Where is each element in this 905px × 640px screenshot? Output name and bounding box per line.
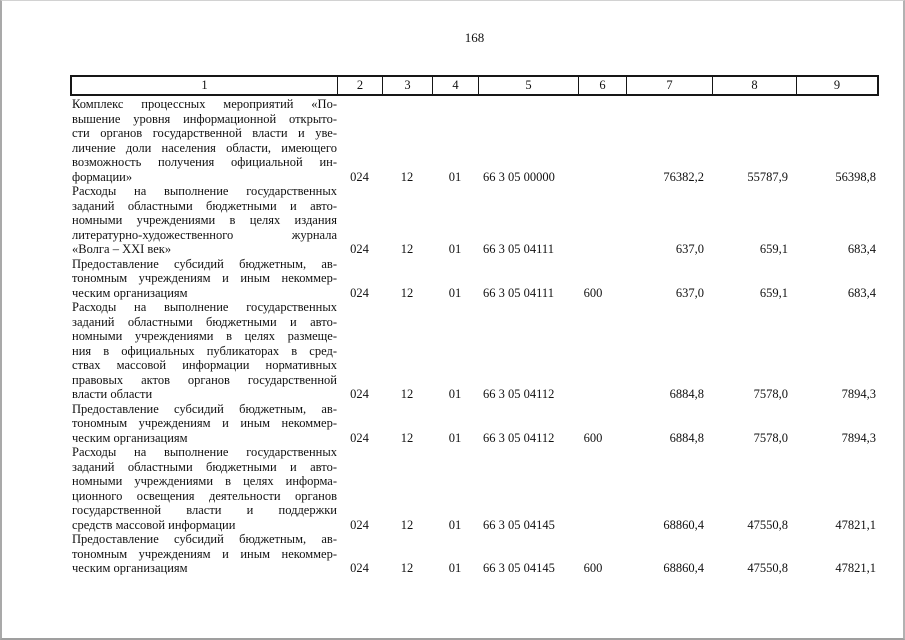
subsection-code-cell: 01	[448, 561, 462, 575]
target-item-code-cell: 66 3 05 04111	[483, 242, 554, 256]
section-code-cell: 12	[400, 517, 414, 532]
amount-year2-cell: 7578,0	[753, 430, 788, 445]
header-cell-2: 2	[337, 77, 382, 94]
target-item-code-cell: 66 3 05 04145	[483, 517, 555, 532]
expense-type-cell: 600	[583, 285, 603, 300]
section-code-cell: 12	[400, 561, 414, 575]
amount-year3-cell: 47821,1	[835, 517, 876, 532]
amount-year2-cell: 659,1	[759, 285, 788, 300]
amount-year3-cell: 683,4	[847, 242, 876, 256]
target-item-code-cell: 66 3 05 04145	[483, 561, 555, 575]
grbs-code-cell: 024	[350, 430, 369, 445]
amount-year3-cell: 683,4	[847, 285, 876, 300]
header-cell-9: 9	[796, 77, 877, 94]
row-name-cell: Предоставление субсидий бюджетным, ав- тономным учреждениям и иным некоммер- ческим организациям	[72, 401, 337, 445]
amount-year3-cell: 7894,3	[841, 387, 876, 401]
subsection-code-cell: 01	[448, 517, 462, 532]
header-cell-8: 8	[712, 77, 796, 94]
table-row	[72, 402, 877, 446]
amount-year3-cell: 47821,1	[835, 561, 876, 575]
subsection-code-cell: 01	[448, 242, 462, 256]
row-name-cell: Расходы на выполнение государственных заданий областными бюджетными и авто- номными учреждениями в целях информа- ционного освещения деятельности органов государственной власти и поддержки средств массовой информации	[72, 445, 337, 532]
section-code-cell: 12	[400, 430, 414, 445]
amount-year1-cell: 68860,4	[663, 561, 704, 575]
target-item-code-cell: 66 3 05 00000	[483, 169, 555, 184]
grbs-code-cell: 024	[350, 517, 369, 532]
header-cell-1: 1	[201, 78, 208, 92]
header-cell-4: 4	[432, 77, 478, 94]
grbs-code-cell: 024	[350, 285, 369, 300]
target-item-code-cell: 66 3 05 04111	[483, 285, 554, 300]
header-cell-3: 3	[382, 77, 432, 94]
amount-year3-cell: 7894,3	[841, 430, 876, 445]
target-item-code-cell: 66 3 05 04112	[483, 387, 555, 401]
budget-table	[72, 77, 877, 576]
amount-year1-cell: 76382,2	[663, 169, 704, 184]
section-code-cell: 12	[400, 387, 414, 401]
row-name-cell: Предоставление субсидий бюджетным, ав- тономным учреждениям и иным некоммер- ческим организациям	[72, 532, 337, 575]
table-header-row	[72, 77, 877, 94]
expense-type-cell: 600	[583, 561, 603, 575]
table-row	[72, 300, 877, 402]
table-header	[72, 77, 877, 94]
header-cell-7: 7	[626, 77, 712, 94]
amount-year1-cell: 68860,4	[663, 517, 704, 532]
amount-year1-cell: 6884,8	[669, 387, 704, 401]
grbs-code-cell: 024	[350, 561, 369, 575]
section-code-cell: 12	[400, 169, 414, 184]
amount-year2-cell: 659,1	[759, 242, 788, 256]
row-name-cell: Предоставление субсидий бюджетным, ав- тономным учреждениям и иным некоммер- ческим организациям	[72, 256, 337, 300]
section-code-cell: 12	[400, 285, 414, 300]
grbs-code-cell: 024	[350, 387, 369, 401]
subsection-code-cell: 01	[448, 285, 462, 300]
subsection-code-cell: 01	[448, 430, 462, 445]
table-row	[72, 184, 877, 257]
table-row	[72, 445, 877, 532]
amount-year1-cell: 637,0	[675, 242, 704, 256]
amount-year2-cell: 7578,0	[753, 387, 788, 401]
amount-year3-cell: 56398,8	[835, 169, 876, 184]
table-body	[72, 97, 877, 576]
amount-year1-cell: 6884,8	[669, 430, 704, 445]
subsection-code-cell: 01	[448, 169, 462, 184]
row-name-cell: Расходы на выполнение государственных заданий областными бюджетными и авто- номными учреждениями в целях размеще- ния в официальных публикаторах в сред- ствах массовой информации нормативных правовых актов органов государственной власти области	[72, 300, 337, 401]
amount-year2-cell: 47550,8	[747, 561, 788, 575]
amount-year2-cell: 47550,8	[747, 517, 788, 532]
grbs-code-cell: 024	[350, 169, 369, 184]
grbs-code-cell: 024	[350, 242, 369, 256]
header-cell-6: 6	[578, 77, 626, 94]
amount-year1-cell: 637,0	[675, 285, 704, 300]
row-name-cell: Комплекс процессных мероприятий «По- вышение уровня информационной открыто- сти органов государственной власти и уве- личение доли населения области, имеющего возможность получения официальной ин- формации»	[72, 97, 337, 184]
amount-year2-cell: 55787,9	[747, 169, 788, 184]
expense-type-cell: 600	[583, 430, 603, 445]
header-cell-5: 5	[478, 77, 578, 94]
table-row	[72, 257, 877, 301]
table-row	[72, 97, 877, 184]
table-row	[72, 532, 877, 576]
subsection-code-cell: 01	[448, 387, 462, 401]
row-name-cell: Расходы на выполнение государственных заданий областными бюджетными и авто- номными учреждениями в целях издания литературно-художественного журнала «Волга – XXI век»	[72, 184, 337, 256]
page-number: 168	[464, 30, 485, 45]
section-code-cell: 12	[400, 242, 414, 256]
target-item-code-cell: 66 3 05 04112	[483, 430, 555, 445]
